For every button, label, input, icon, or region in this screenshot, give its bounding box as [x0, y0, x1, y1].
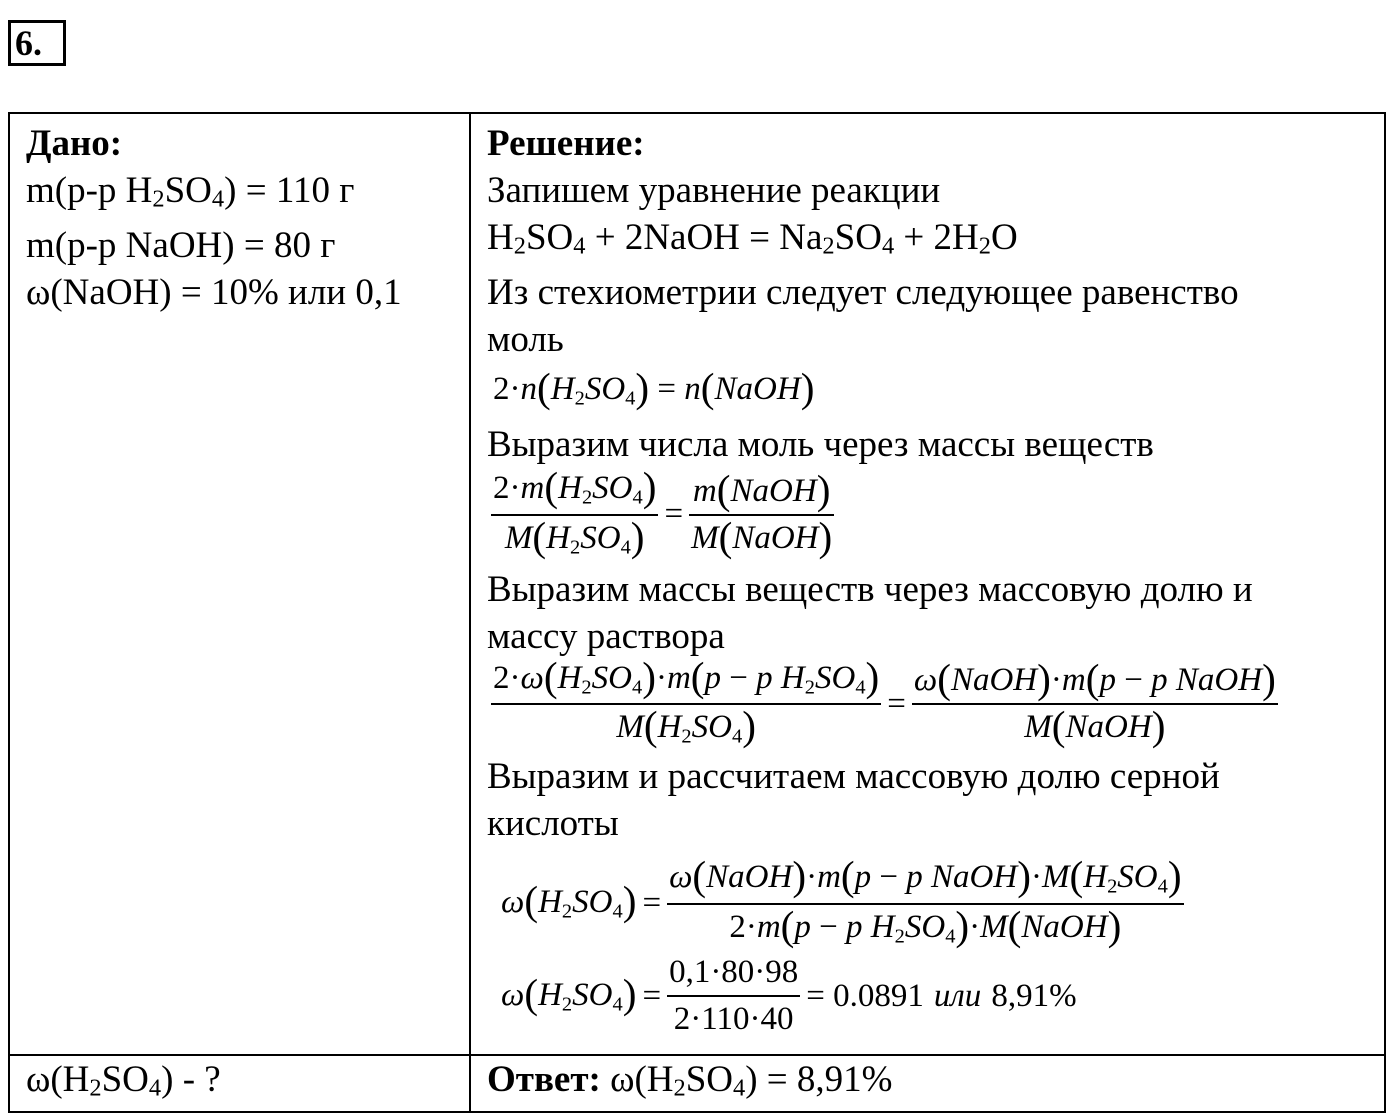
calc-or: или: [933, 977, 982, 1014]
problem-number: 6.: [8, 20, 66, 66]
formula-fraction-ratio: $\frac{\text{2·ω(H2SO4)·m(р − р H2SO4)}}{M(H2SO4)}$ = $\frac{\text{ω(NaOH)·m(р − р NaOH)}}{\text{M(NaOH)}}$: [493, 653, 1276, 749]
given-line-acid-mass: m(р-р H2SO4) = 110 г: [26, 170, 355, 213]
answer-label: Ответ:: [487, 1059, 601, 1100]
calc-numerator: 0,1·80·98: [669, 954, 799, 991]
question-cell: [9, 1055, 470, 1112]
given-header: Дано:: [26, 123, 123, 164]
calc-result: = 0.0891: [806, 977, 924, 1014]
solution-text-calc: Выразим и рассчитаем массовую долю серной: [487, 755, 1220, 797]
formula-final-calc: ω(H2SO4) = $\frac{0,1\cdot 80\cdot 98}{2\cdot 110\cdot 40}$ = 0.0891 или 8,91%: [501, 954, 1077, 1038]
solution-text-mass-fraction-cont: массу раствора: [487, 615, 725, 657]
solution-text-stoichiometry: Из стехиометрии следует следующее равенство: [487, 272, 1239, 314]
formula-mole-equality: 2·n(H2SO4) = n(NaOH): [493, 364, 815, 411]
solution-cell: [470, 113, 1385, 1055]
question-line: ω(H2SO4) - ?: [26, 1059, 221, 1102]
solution-text-stoichiometry-cont: моль: [487, 319, 564, 361]
answer-line: Ответ: ω(H2SO4) = 8,91%: [487, 1059, 893, 1102]
given-line-naoh-fraction: ω(NaOH) = 10% или 0,1: [26, 272, 402, 314]
calc-percent: 8,91%: [991, 977, 1077, 1014]
solution-text-mass-fraction: Выразим массы веществ через массовую долю и: [487, 568, 1253, 610]
given-cell: [9, 113, 470, 1055]
solution-header: Решение:: [487, 123, 645, 164]
formula-mass-ratio: $\frac{2\cdot m(H2SO4)}{M(H2SO4)}$ = $\frac{\text{m(NaOH)}}{\text{M(NaOH)}}$: [493, 463, 833, 560]
calc-denominator: 2·110·40: [667, 995, 800, 1038]
solution-text-reaction: Запишем уравнение реакции: [487, 170, 941, 211]
given-line-naoh-mass: m(р-р NaOH) = 80 г: [26, 225, 336, 267]
solution-text-calc-cont: кислоты: [487, 802, 619, 844]
problem-table: [8, 112, 1386, 1113]
answer-cell: [470, 1055, 1385, 1112]
solution-text-moles-via-mass: Выразим числа моль через массы веществ: [487, 424, 1154, 466]
reaction-equation: H2SO4 + 2NaOH = Na2SO4 + 2H2O: [487, 217, 1018, 260]
formula-acid-fraction: ω(H2SO4) = $\frac{\text{ω(NaOH)·m(р − р NaOH)·M(H2SO4)}}{\text{2·m(р − р H2SO4)·M(NaOH)}}$: [501, 852, 1182, 949]
